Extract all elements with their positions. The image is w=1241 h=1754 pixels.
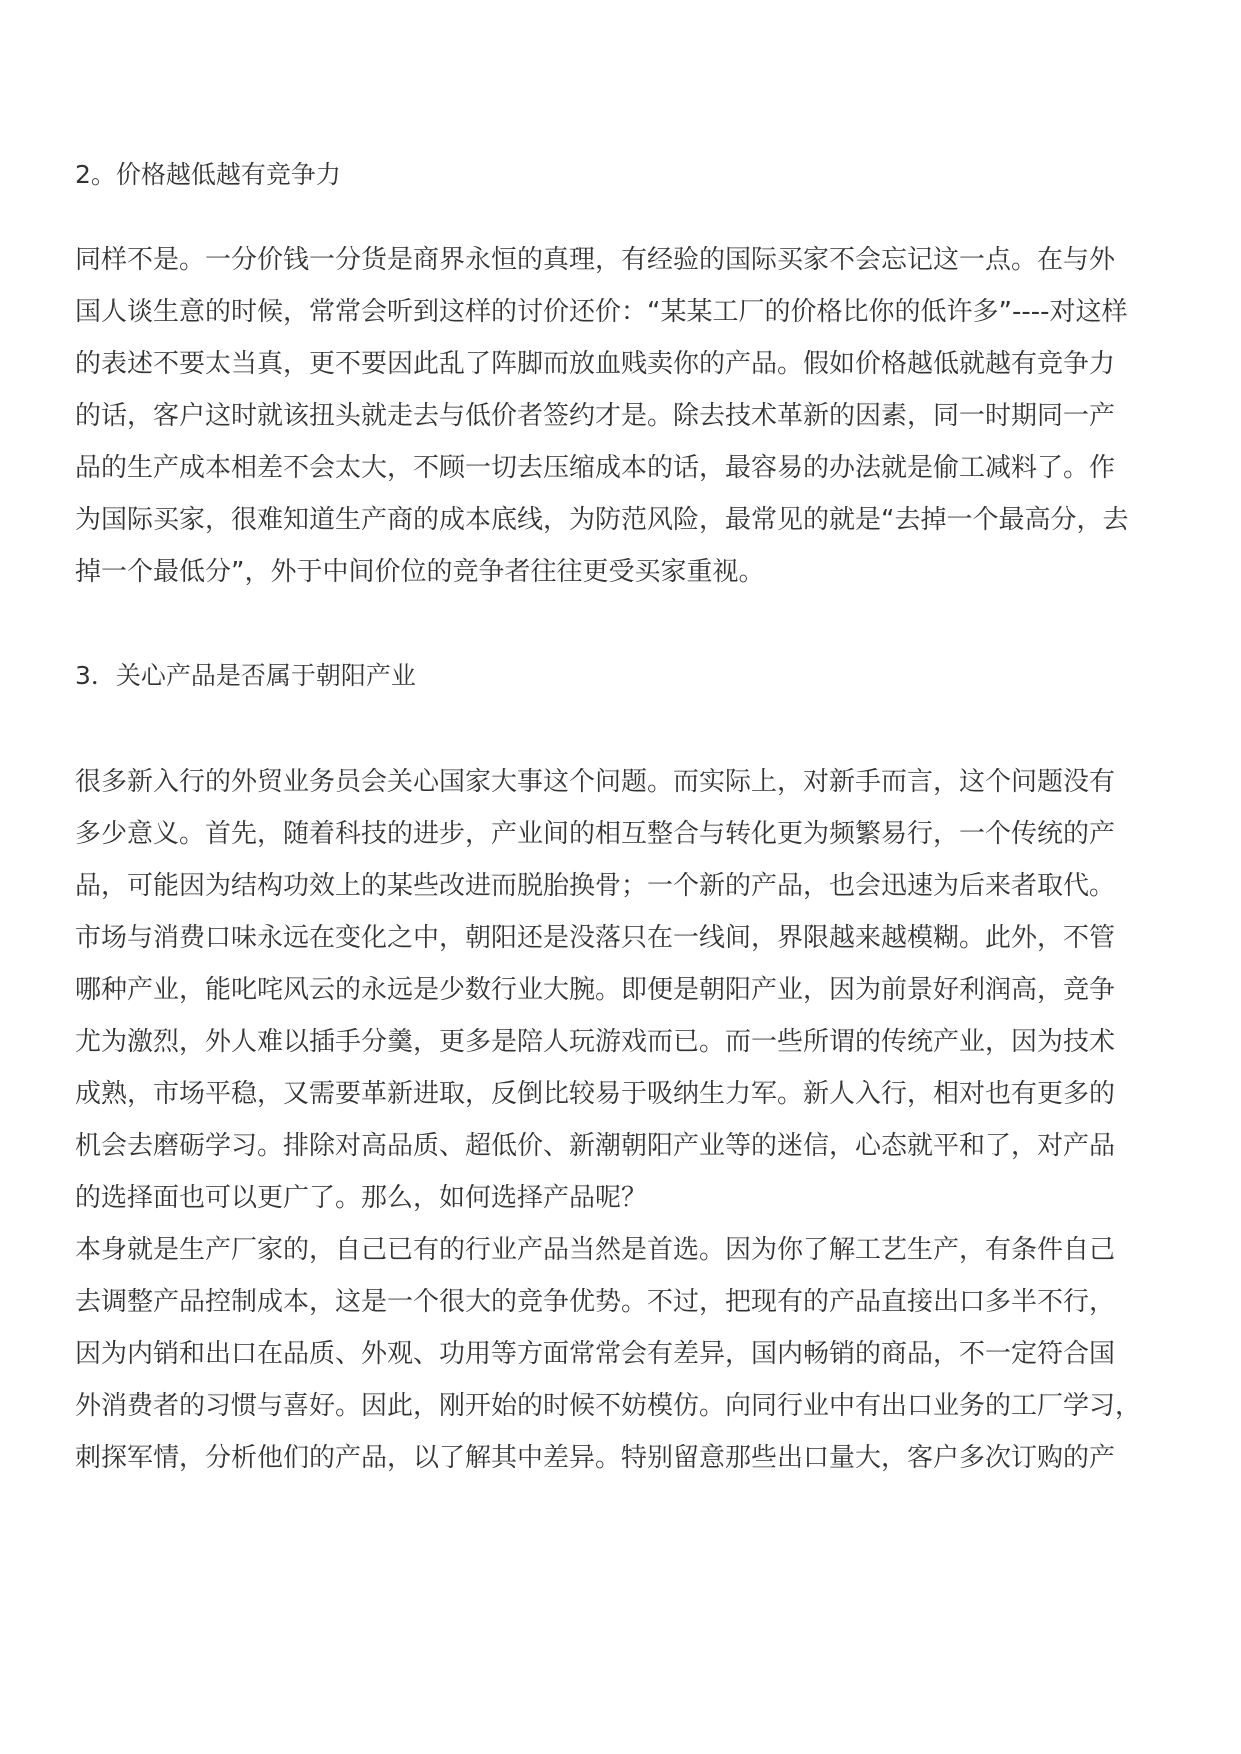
paragraph-line: 哪种产业，能叱咤风云的永远是少数行业大腕。即便是朝阳产业，因为前景好利润高，竞争	[75, 975, 1116, 1005]
paragraph-line: 机会去磨砺学习。排除对高品质、超低价、新潮朝阳产业等的迷信，心态就平和了，对产品	[75, 1131, 1116, 1161]
paragraph-line: 刺探军情，分析他们的产品，以了解其中差异。特别留意那些出口量大，客户多次订购的产	[75, 1443, 1116, 1473]
paragraph-line: 同样不是。一分价钱一分货是商界永恒的真理，有经验的国际买家不会忘记这一点。在与外	[75, 245, 1116, 275]
paragraph-line: 很多新入行的外贸业务员会关心国家大事这个问题。而实际上，对新手而言，这个问题没有	[75, 767, 1116, 797]
paragraph-line: 品，可能因为结构功效上的某些改进而脱胎换骨；一个新的产品，也会迅速为后来者取代。	[75, 871, 1116, 901]
paragraph-line: 去调整产品控制成本，这是一个很大的竞争优势。不过，把现有的产品直接出口多半不行，	[75, 1287, 1116, 1317]
section-heading-sunrise-industry: 3．关心产品是否属于朝阳产业	[75, 661, 416, 690]
paragraph-line: 的话，客户这时就该扭头就走去与低价者签约才是。除去技术革新的因素，同一时期同一产	[75, 401, 1116, 431]
paragraph-line: 国人谈生意的时候，常常会听到这样的讨价还价：“某某工厂的价格比你的低许多”----对这样	[75, 297, 1128, 327]
paragraph-line: 的选择面也可以更广了。那么，如何选择产品呢？	[75, 1183, 648, 1213]
paragraph-line: 掉一个最低分”，外于中间价位的竞争者往往更受买家重视。	[75, 557, 765, 587]
paragraph-line: 品的生产成本相差不会太大，不顾一切去压缩成本的话，最容易的办法就是偷工减料了。作	[75, 453, 1116, 483]
paragraph-line: 尤为激烈，外人难以插手分羹，更多是陪人玩游戏而已。而一些所谓的传统产业，因为技术	[75, 1027, 1116, 1057]
paragraph-line: 的表述不要太当真，更不要因此乱了阵脚而放血贱卖你的产品。假如价格越低就越有竞争力	[75, 349, 1116, 379]
paragraph-line: 因为内销和出口在品质、外观、功用等方面常常会有差异，国内畅销的商品，不一定符合国	[75, 1339, 1116, 1369]
paragraph-line: 多少意义。首先，随着科技的进步，产业间的相互整合与转化更为频繁易行，一个传统的产	[75, 819, 1116, 849]
section-heading-price: 2。价格越低越有竞争力	[75, 160, 341, 189]
paragraph-line: 成熟，市场平稳，又需要革新进取，反倒比较易于吸纳生力军。新人入行，相对也有更多的	[75, 1079, 1116, 1109]
paragraph-line: 市场与消费口味永远在变化之中，朝阳还是没落只在一线间，界限越来越模糊。此外，不管	[75, 923, 1116, 953]
paragraph-line: 为国际买家，很难知道生产商的成本底线，为防范风险，最常见的就是“去掉一个最高分，去	[75, 505, 1129, 535]
paragraph-line: 本身就是生产厂家的，自己已有的行业产品当然是首选。因为你了解工艺生产，有条件自己	[75, 1235, 1116, 1265]
paragraph-line: 外消费者的习惯与喜好。因此，刚开始的时候不妨模仿。向同行业中有出口业务的工厂学习，	[75, 1391, 1142, 1421]
